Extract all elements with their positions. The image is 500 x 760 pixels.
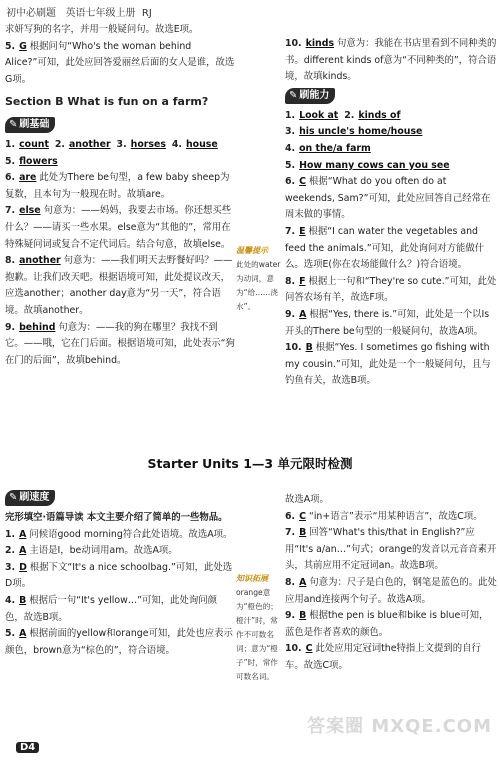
answer-line: 3. his uncle's home/house — [285, 126, 423, 138]
bottom-right-column — [285, 492, 497, 675]
answer-text: 求妍写狗的名字，并用一般疑问句。故选E项。 — [5, 24, 199, 35]
answer-text: 故选A项。 — [285, 494, 329, 505]
answer-item: 7. E 根据“I can water the vegetables and feed the animals.”可知，此处询问对方能做什么。选项E(你在农场能做什么？)符合语境。 — [285, 225, 485, 271]
answer-item: 1. A 问候语good morning符合此处语境。故选A项。 — [5, 528, 233, 540]
answer-item: 5. G 根据问句“Who's the woman behind Alice?”可知，此处应回答爱丽丝后面的女人是谁，故选G项。 — [5, 40, 235, 85]
answer-item: 6. C 根据“What do you often do at weekends, Sam?”可知，此处应回答自己经常在周末做的事情。 — [285, 176, 491, 221]
cloze-intro: 完形填空·语篇导读 本文主要介绍了简单的一些物品。 — [5, 512, 228, 523]
header-left: 初中必刷题 — [6, 8, 56, 19]
answer-line: 5. How many cows can you see — [285, 159, 450, 171]
answer-item: 9. A 根据“Yes, there is.”可知，此处是一个以Is开头的There be句型的一般疑问句，故选A项。 — [285, 308, 490, 337]
answer-line: 5. flowers — [5, 155, 58, 167]
side-note-tag: 温馨提示 — [236, 246, 268, 255]
ability-badge: ✎ 刷能力 — [285, 88, 335, 104]
answer-item: 9. behind 句意为：——我的狗在哪里？我找不到它。——哦，它在门后面。根据语境可知，此处表示“狗在门的后面”，故填behind。 — [5, 321, 235, 366]
side-note-tip — [236, 244, 284, 314]
unit-test-title: Starter Units 1—3 单元限时检测 — [147, 456, 353, 471]
page-number: D4 — [16, 742, 39, 753]
side-note-tag: 知识拓展 — [236, 574, 268, 583]
answer-item: 6. are 此处为There be句型，a few baby sheep为复数，且本句为一般现在时。故填are。 — [5, 172, 230, 200]
answer-item: 7. else 句意为：——妈妈，我要去市场。你还想买些什么？——请买一些水果。else意为“其他的”，常用在特殊疑问词或复合不定代词后。结合句意，故填else。 — [5, 205, 232, 250]
brush-icon: ✎ — [9, 492, 18, 503]
side-note-extension — [236, 572, 284, 684]
answer-line: 1. count 2. another 3. horses 4. house — [5, 138, 218, 150]
speed-badge: ✎ 刷速度 — [5, 490, 55, 506]
answer-item: 7. B 回答“What's this/that in English?”应用“It's a/an…”句式；orange的发音以元音音素开头，其前应用不定冠词an。故选B项。 — [285, 527, 497, 572]
answer-item: 9. B 根据the pen is blue和bike is blue可知，蓝色是作者喜欢的颜色。 — [285, 610, 489, 638]
answer-line: 4. on the/a farm — [285, 142, 371, 154]
answer-item: 8. another 句意为：——我们明天去野餐好吗？——抱歉。让我们改天吧。根据语境可知，此处提议改天，应选another；another day意为“另一天”，符合语境。故填another。 — [5, 255, 233, 316]
answer-item: 8. F 根据上一句和“They're so cute.”可知，此处问答农场有羊，故选F项。 — [285, 275, 497, 304]
answer-item: 4. B 根据后一句“It's yellow…”可知，此处询问颜色，故选B项。 — [5, 594, 218, 623]
bottom-left-column — [5, 488, 235, 659]
page-header — [6, 4, 152, 19]
side-note-text: orange意为“橙色的；橙汁”时，常作不可数名词；意为“橙子”时，常作可数名词。 — [236, 588, 278, 681]
answer-item: 5. A 根据前面的yellow和orange可知，此处也应表示颜色，brown意为“棕色的”，符合语境。 — [5, 628, 233, 656]
answer-item: 8. A 句意为：尺子是白色的，钢笔是蓝色的。此处应用and连接两个句子。故选A项。 — [285, 576, 497, 605]
answer-item: 3. D 根据下文“It's a nice schoolbag.”可知，此处选D项。 — [5, 561, 233, 590]
watermark: 答案圈 MXQE.COM — [307, 716, 492, 737]
answer-item: 10. B 根据“Yes. I sometimes go fishing with my cousin.”可知，此处是一个一般疑问句，且与钓鱼有关，故选B项。 — [285, 342, 491, 387]
answer-item: 10. C 此处应用定冠词the特指上文提到的自行车。故选C项。 — [285, 643, 481, 671]
answer-item: 2. A 主语是I，be动词用am。故选A项。 — [5, 545, 178, 557]
side-note-text: 此处的water为动词，意为“给……浇水”。 — [236, 260, 281, 311]
section-heading: Section B What is fun on a farm? — [5, 95, 209, 109]
header-subject: 英语七年级上册 — [65, 8, 136, 19]
header-version: RJ — [141, 8, 152, 19]
basic-badge: ✎ 刷基础 — [5, 117, 55, 133]
brush-icon: ✎ — [9, 118, 18, 130]
brush-icon: ✎ — [289, 89, 298, 101]
top-left-column — [5, 22, 235, 369]
top-right-column — [285, 36, 497, 390]
answer-item: 10. kinds 句意为：我能在书店里看到不同种类的书。different kinds of意为“不同种类的”，符合语境，故填kinds。 — [285, 38, 497, 83]
answer-item: 6. C “in+语言”表示“用某种语言”，故选C项。 — [285, 510, 483, 522]
answer-line: 1. Look at 2. kinds of — [285, 109, 401, 121]
